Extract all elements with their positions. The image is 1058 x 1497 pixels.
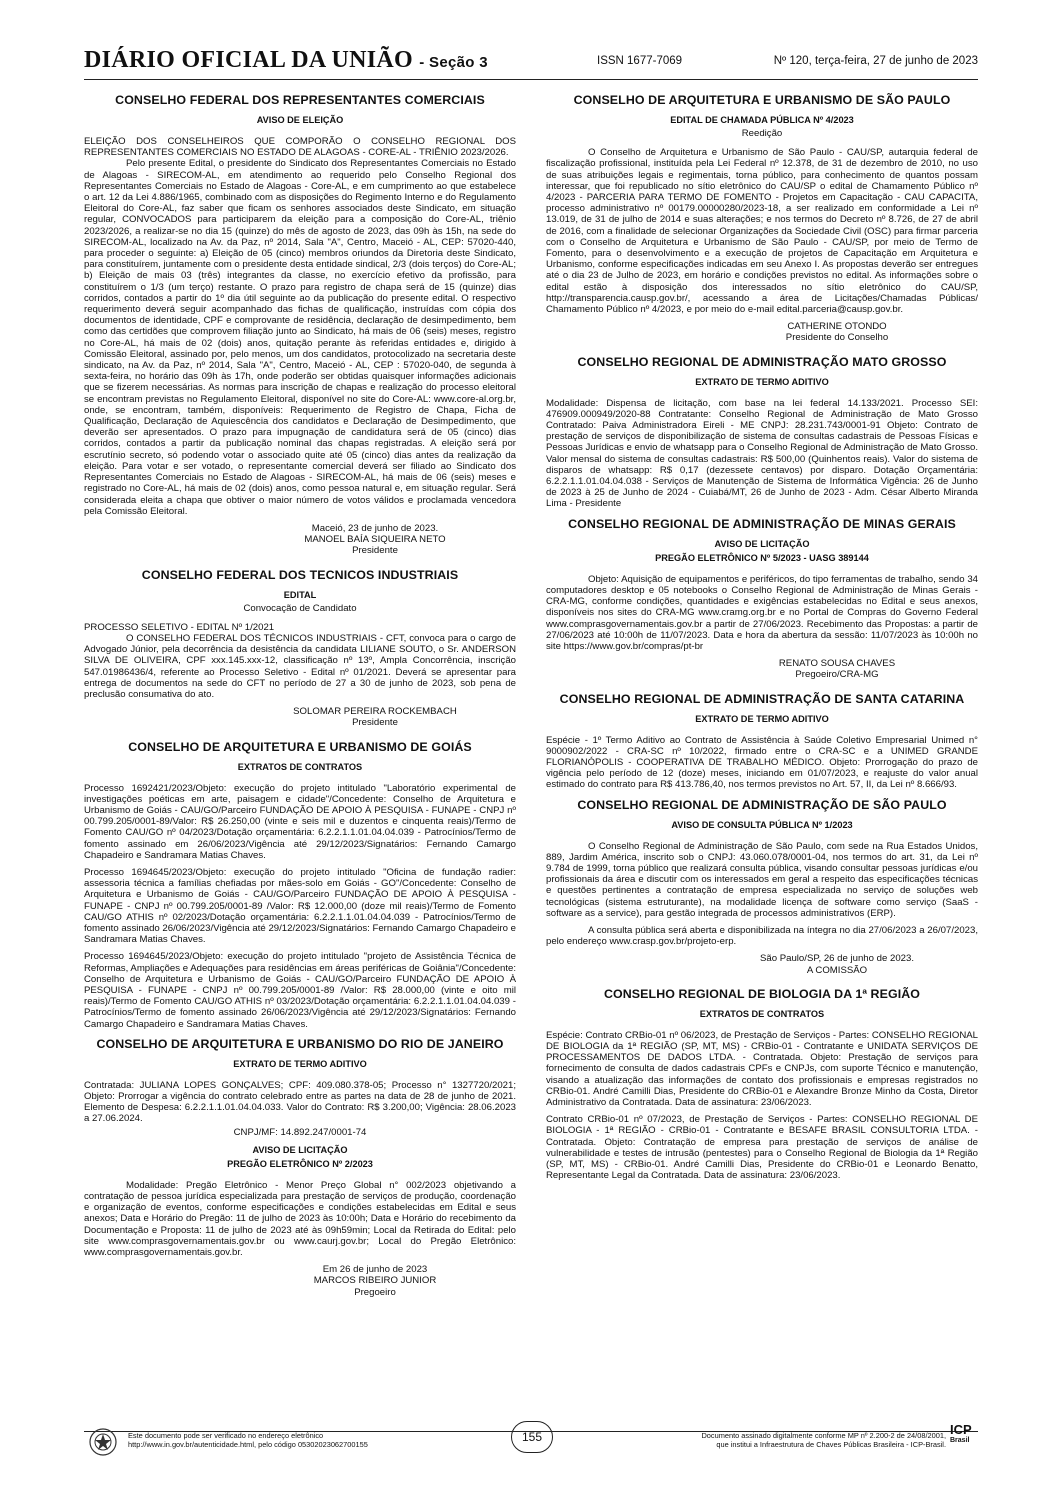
- signature-name: CATHERINE OTONDO: [787, 321, 887, 333]
- paragraph: Espécie - 1º Termo Aditivo ao Contrato de Assistência à Saúde Coletivo Empresarial Unimed n° 9000902/2022 - CRA-SC nº 10/2022, firmado entre o CRA-SC e a UNIMED GRANDE FLORIANÓPOLIS - COOPERATIVA DE TRABALHO MÉDICO. Objeto: Prorrogação do prazo de vigência pelo período de 12 (doze) meses, iniciando em 01/07/2023, e reajuste do valor anual estimado do contrato para R$ 413.786,40, nos termos previstos no Art. 57, II, da Lei nº 8.666/93.: [546, 734, 978, 791]
- right-column: [546, 92, 978, 1187]
- signature-name: MARCOS RIBEIRO JUNIOR: [313, 1275, 437, 1287]
- paragraph: Contrato CRBio-01 nº 07/2023, de Prestação de Serviços - Partes: CONSELHO REGIONAL DE BIOLOGIA - 1ª REGIÃO - CRBio-01 - Contratante e BESAFE BRASIL CONSULTORIA LTDA. - Contratada. Objeto: Contratação de empresa para prestação de serviços de análise de vulnerabilidade e testes de intrusão (pentestes) para o Conselho Regional de Biologia da 1ª Região (SP, MT, MS) - CRBio-01. André Camilli Dias, Presidente do CRBio-01 e Leonardo Benatto, Representante Legal da Contratada. Data de assinatura: 23/06/2023.: [546, 1114, 978, 1182]
- paragraph: Processo 1694645/2023/Objeto: execução do projeto intitulado "Oficina de fundação radier: assessoria técnica a famílias chefiadas por mães-solo em Goiás - GO"/Concedente: Conselho de Arquitetura e Urbanismo de Goiás - CAU/GO/Parceiro FUNDAÇÃO DE APOIO À PESQUISA - FUNAPE - CNPJ nº 00.799.205/0001-89 /Valor: R$ 12.000,00 (doze mil reais)/Termo de Fomento CAU/GO ATHIS nº 02/2023/Dotação orçamentária: 6.2.2.1.1.01.04.04.039 - Patrocínios/Termo de fomento assinado 26/06/2023/Vigência até 29/12/2023/Signatários: Fernando Camargo Chapadeiro e Sandramara Matias Chaves.: [84, 866, 516, 946]
- issn: ISSN 1677-7069: [597, 55, 683, 67]
- paragraph: A consulta pública será aberta e disponibilizada na íntegra no dia 27/06/2023 a 26/07/2023, pelo endereço www.crasp.gov.br/projeto-erp.: [546, 924, 978, 948]
- section-subtitle: AVISO DE ELEIÇÃO: [256, 115, 344, 125]
- signature-role: Presidente do Conselho: [785, 332, 889, 344]
- section-note: Convocação de Candidato: [243, 602, 357, 614]
- section-title: CONSELHO DE ARQUITETURA E URBANISMO DE SÃO PAULO: [573, 93, 951, 107]
- verification-link[interactable]: http://www.in.gov.br/autenticidade.html, pelo código 05302023062700155: [128, 1440, 368, 1449]
- signature-name: SOLOMAR PEREIRA ROCKEMBACH: [293, 706, 457, 718]
- masthead: [84, 47, 488, 74]
- paragraph: O Conselho Regional de Administração de São Paulo, com sede na Rua Estados Unidos, 889, Jardim América, inscrito sob o CNPJ: 43.060.078/0001-04, nos termos do art. 31, da Lei nº 9.784 de 1999, torna público que realizará consulta pública, visando consultar pessoas jurídicas e/ou profissionais da área e discutir com os interessados em geral a respeito das especificações técnicas e questões pertinentes a contratação de empresa especializada no serviço de soluções web tecnológicas (sistema estruturante), na modalidade licença de software como serviço (SaaS - software as a service), para gestão integrada de processos administrativos (ERP).: [546, 840, 978, 919]
- section-subtitle: EXTRATO DE TERMO ADITIVO: [695, 376, 829, 387]
- icp-logo-subtext: Brasil: [950, 1437, 970, 1444]
- signature: [234, 1264, 516, 1298]
- paragraph: Processo 1692421/2023/Objeto: execução do projeto intitulado "Laboratório experimental de investigações poéticas em arte, paisagem e cidade"/Concedente: Conselho de Arquitetura e Urbanismo de Goiás - CAU/GO/Parceiro FUNDAÇÃO DE APOIO À PESQUISA - FUNAPE - CNPJ nº 00.799.205/0001-89/Valor: R$ 26.250,00 (vinte e seis mil e duzentos e cinquenta reais)/Termo de Fomento CAU/GO nº 04/2023/Dotação orçamentária: 6.2.2.1.1.01.04.04.039 - Patrocínios/Termo de fomento assinado em 26/06/2023/Vigência até 29/12/2023/Signatários: Fernando Camargo Chapadeiro e Sandramara Matias Chaves.: [84, 782, 516, 861]
- section-subtitle: EXTRATO DE TERMO ADITIVO: [695, 713, 829, 724]
- paragraph: Modalidade: Pregão Eletrônico - Menor Preço Global n° 002/2023 objetivando a contratação de pessoa jurídica especializada para prestação de serviços de produção, coordenação e organização de eventos, conforme especificações e condições estabelecidas em Edital e seus anexos; Data e Horário do Pregão: 11 de julho de 2023 às 10:00h; Data e Horário do recebimento da Documentação e Proposta: 11 de julho de 2023 até às 09h59min; Local da Retirada do Edital: pelo site www.comprasgovernamentais.gov.br ou www.caurj.gov.br; Local do Pregão Eletrônico: www.comprasgovernamentais.gov.br.: [84, 1179, 516, 1259]
- header-rule: [84, 79, 978, 80]
- signature-name: A COMISSÃO: [806, 964, 868, 976]
- section-title: CONSELHO FEDERAL DOS REPRESENTANTES COMERCIAIS: [115, 93, 485, 107]
- paragraph: Pelo presente Edital, o presidente do Sindicato dos Representantes Comerciais no Estado de Alagoas - SIRECOM-AL, em atendimento ao requerido pelo Conselho Regional dos Representantes Comerciais no Estado de Alagoas - Core-AL, e em cumprimento ao que estabelece o art. 12 da Lei 4.886/1965, combinado com as disposições do Regimento Interno e do Regulamento Eleitoral do Core-AL, faz saber que ficam os senhores associados deste Sindicato, em situação regular, CONVOCADOS para participarem da eleição para a composição do Core-AL, triênio 2023/2026, a realizar-se no dia 15 (quinze) do mês de agosto de 2023, das 09h às 15h, na sede do SIRECOM-AL, localizado na Av. da Paz, nº 2014, Sala "A", Centro, Maceió - AL, CEP: 57020-440, para proceder o seguinte: a) Eleição de 05 (cinco) membros oriundos da Diretoria deste Sindicato, para constituírem, juntamente com o presidente desta entidade sindical, 2/3 (dois terços) do Core-AL; b) Eleição de mais 03 (três) integrantes da classe, no exercício efetivo da profissão, para constituírem o 1/3 (um terço) restante. O prazo para registro de chapa será de 15 (quinze) dias corridos, contados a partir do 1º dia útil seguinte ao da publicação do presente edital. O respectivo requerimento deverá seguir acompanhado das fichas de qualificação, instruídas com cópia dos documentos de identidade, CPF e comprovante de residência, declaração de desimpedimento, bem como das certidões que comprovem filiação junto ao Sindicato, há mais de 06 (seis) meses, registro no Core-AL, há mais de 02 (dois) anos, quitação perante às referidas entidades e, dirigido à Comissão Eleitoral, assinado por, pelo menos, um dos candidatos, protocolizado na secretaria deste sindicato, na Av. da Paz, nº 2014, Sala "A", Centro, Maceió - AL, CEP : 57020-040, de segunda à sexta-feira, no horário das 09h às 17h, onde poderão ser obtidas quaisquer informações adicionais que se fizerem necessárias. As normas para inscrição de chapas e realização do processo eleitoral se encontram previstas no Regulamento Eleitoral, disponível no site do Core-AL: www.core-al.org.br, onde, se encontram, também, disponíveis: Requerimento de Registro de Chapa, Ficha de Qualificação, Declaração de Aquiescência dos candidatos e Declaração de Desimpedimento, que deverão ser apresentados. O prazo para impugnação de candidatura será de 05 (cinco) dias corridos, contados a partir da publicação nominal das chapas registradas. A eleição será por escrutínio secreto, só podendo votar o associado quite até 05 (cinco) dias antes da realização da eleição. Para votar e ser votado, o representante comercial deverá ser filiado ao Sindicato dos Representantes Comerciais no Estado de Alagoas - SIRECOM-AL, há mais de 06 (seis) meses e registrado no Core-AL, há mais de 02 (dois) anos, como pessoa natural e, em situação regular. Será considerada eleita a chapa que obtiver o maior número de votos válidos e proclamada vencedora pela Comissão Eleitoral.: [84, 158, 516, 517]
- section-note: Reedição: [741, 128, 783, 139]
- section-title: CONSELHO REGIONAL DE ADMINISTRAÇÃO DE MINAS GERAIS: [568, 516, 956, 531]
- section-subtitle: EDITAL DE CHAMADA PÚBLICA Nº 4/2023: [670, 115, 854, 125]
- verification-note: [128, 1431, 368, 1449]
- signature: [696, 953, 978, 975]
- cnpj: CNPJ/MF: 14.892.247/0001-74: [233, 1126, 367, 1138]
- section-subtitle: EXTRATOS DE CONTRATOS: [237, 761, 363, 772]
- signature: [234, 706, 516, 728]
- signature-name: MANOEL BAÍA SIQUEIRA NETO: [304, 534, 446, 546]
- paragraph: Contratada: JULIANA LOPES GONÇALVES; CPF: 409.080.378-05; Processo n° 1327720/2021; Objeto: Prorrogar a vigência do contrato celebrado entre as partes na data de 28 de junho de 2021. Elemento de Despesa: 6.2.2.1.1.01.04.04.033. Valor do Contrato: R$ 3.200,00; Vigência: 28.06.2023 a 27.06.2024.: [84, 1079, 516, 1125]
- signature: [696, 321, 978, 343]
- signature-note-line-2: que institui a Infraestrutura de Chaves Públicas Brasileira - ICP-Brasil.: [716, 1440, 946, 1449]
- section-subtitle: EXTRATOS DE CONTRATOS: [699, 1008, 825, 1019]
- page-header: [84, 47, 978, 77]
- section-subtitle: AVISO DE LICITAÇÃO: [252, 1144, 348, 1155]
- icp-logo-text: ICP: [950, 1422, 972, 1437]
- coat-of-arms-icon: [88, 1427, 118, 1457]
- signature-date: Maceió, 23 de junho de 2023.: [311, 522, 439, 534]
- section-subtitle: PREGÃO ELETRÔNICO Nº 2/2023: [227, 1158, 373, 1169]
- section-subtitle: AVISO DE LICITAÇÃO: [714, 538, 810, 549]
- section-title: CONSELHO REGIONAL DE ADMINISTRAÇÃO DE SANTA CATARINA: [559, 691, 965, 706]
- signature-name: RENATO SOUSA CHAVES: [778, 658, 896, 670]
- paragraph: O Conselho de Arquitetura e Urbanismo de São Paulo - CAU/SP, autarquia federal de fiscalização profissional, instituída pela Lei Federal nº 12.378, de 31 de dezembro de 2010, no uso de suas atribuições legais e regimentais, torna público, para conhecimento de quantos possam interessar, que foi republicado no sítio eletrônico do CAU/SP o edital de Chamamento Público nº 4/2023 - PARCERIA PARA TERMO DE FOMENTO - Projetos em Capacitação - CAU CAPACITA, processo administrativo nº 00179.00000280/2023-18, a ser realizado em conformidade a Lei nº 13.019, de 31 de julho de 2014 e suas alterações; e nos termos do Decreto nº 8.726, de 27 de abril de 2016, com a finalidade de selecionar Organizações da Sociedade Civil (OSC) para firmar parceria com o Conselho de Arquitetura e Urbanismo de São Paulo - CAU/SP, por meio de Termo de Fomento, para o desenvolvimento e a execução de projetos de Capacitação em Arquitetura e Urbanismo, conforme especificações indicadas em seu Anexo I. As propostas deverão ser entregues até o dia 23 de Julho de 2023, em horário e condições previstos no edital. As informações sobre o edital estão à disposição dos interessados no sítio eletrônico do CAU/SP, http://transparencia.causp.gov.br/, acessando a área de Licitações/Chamadas Públicas/ Chamamento Público nº 4/2023, e por meio do e-mail edital.parceria@causp.gov.br.: [546, 147, 978, 316]
- signature-role: Pregoeiro: [354, 1286, 396, 1298]
- signature-date: Em 26 de junho de 2023: [322, 1264, 428, 1276]
- paragraph: PROCESSO SELETIVO - EDITAL Nº 1/2021: [84, 621, 275, 633]
- section-subtitle: AVISO DE CONSULTA PÚBLICA Nº 1/2023: [671, 819, 853, 830]
- verification-line-1: Este documento pode ser verificado no endereço eletrônico: [128, 1431, 324, 1440]
- section-title: CONSELHO REGIONAL DE ADMINISTRAÇÃO DE SÃO PAULO: [577, 797, 947, 812]
- paragraph: Objeto: Aquisição de equipamentos e periféricos, do tipo ferramentas de trabalho, sendo 34 computadores desktop e 05 notebooks o Conselho Regional de Administração de Minas Gerais - CRA-MG, conforme condições, quantidades e exigências estabelecidas no Edital e seus anexos, disponíveis nos sites do CRA-MG www.cramg.org.br e no Portal de Compras do Governo Federal www.comprasgovernamentais.gov.br a partir de 27/06/2023. Recebimento das Propostas: a partir de 27/06/2023 até 10:00h de 11/07/2023. Data e hora da abertura da sessão: 11/07/2023 às 10:00h no site https://www.gov.br/compras/pt-br: [546, 573, 978, 652]
- section-subtitle: EXTRATO DE TERMO ADITIVO: [233, 1058, 367, 1069]
- signature-note-line-1: Documento assinado digitalmente conforme MP nº 2.200-2 de 24/08/2001,: [701, 1431, 946, 1440]
- page-number: 155: [511, 1421, 553, 1453]
- paragraph: Processo 1694645/2023/Objeto: execução do projeto intitulado "projeto de Assistência Técnica de Reformas, Ampliações e Adequações para residências em áreas periféricas de Goiânia"/Concedente: Conselho de Arquitetura e Urbanismo de Goiás - CAU/GO/Parceiro FUNDAÇÃO DE APOIO À PESQUISA - FUNAPE - CNPJ nº 00.799.205/0001-89 /Valor: R$ 28.000,00 (vinte e oito mil reais)/Termo de Fomento CAU/GO ATHIS nº 03/2023/Dotação orçamentária: 6.2.2.1.1.01.04.04.039 - Patrocínios/Termo de fomento assinado 26/06/2023/Vigência até 29/12/2023/Signatários: Fernando Camargo Chapadeiro e Sandramara Matias Chaves.: [84, 951, 516, 1030]
- icp-brasil-logo: [950, 1423, 978, 1457]
- left-column: [84, 92, 516, 1308]
- section-title: CONSELHO DE ARQUITETURA E URBANISMO DE GOIÁS: [128, 739, 472, 754]
- signature: [696, 658, 978, 680]
- paragraph: ELEIÇÃO DOS CONSELHEIROS QUE COMPORÃO O CONSELHO REGIONAL DOS REPRESENTANTES COMERCIAIS NO ESTADO DE ALAGOAS - CORE-AL - TRIÊNIO 2023/2026.: [84, 136, 516, 159]
- edition-date: Nº 120, terça-feira, 27 de junho de 2023: [773, 55, 978, 67]
- signature-date: São Paulo/SP, 26 de junho de 2023.: [760, 953, 914, 965]
- section-title: CONSELHO REGIONAL DE BIOLOGIA DA 1ª REGIÃO: [603, 986, 921, 1001]
- signature-note: [701, 1431, 946, 1449]
- masthead-section: - Seção 3: [419, 54, 488, 71]
- section-title: CONSELHO REGIONAL DE ADMINISTRAÇÃO MATO GROSSO: [577, 354, 947, 369]
- paragraph: O CONSELHO FEDERAL DOS TÉCNICOS INDUSTRIAIS - CFT, convoca para o cargo de Advogado Júnior, pela decorrência da desistência da candidata LILIANE SOUTO, o Sr. ANDERSON SILVA DE OLIVEIRA, CPF xxx.145.xxx-12, classificação nº 13º, Ampla Concorrência, inscrição 547.01986436/4, referente ao Processo Seletivo - Edital nº 01/2021. Deverá se apresentar para entrega de documentos na sede do CFT no período de 27 a 30 de junho de 2023, sob pena de preclusão consumativa do ato.: [84, 632, 516, 700]
- paragraph: Modalidade: Dispensa de licitação, com base na lei federal 14.133/2021. Processo SEI: 476909.000949/2020-88 Contratante: Conselho Regional de Administração de Mato Grosso Contratado: Paiva Administradora Eireli - ME CNPJ: 28.231.743/0001-91 Objeto: Contrato de prestação de serviços de disponibilização de sistema de consultas cadastrais de Pessoas Físicas e Pessoas Jurídicas e envio de whatsapp para o Conselho Regional de Administração de Mato Grosso. Valor mensal do sistema de consultas cadastrais: R$ 500,00 (Quinhentos reais). Valor do sistema de disparos de whatsapp: R$ 0,17 (dezessete centavos) por disparo. Dotação Orçamentária: 6.2.2.1.1.01.04.04.038 - Serviços de Manutenção de Sistema de Informática Vigência: 26 de Junho de 2023 à 25 de Junho de 2024 - Cuiabá/MT, 26 de Junho de 2023 - Adm. César Alberto Miranda Lima - Presidente: [546, 397, 978, 510]
- signature-role: Presidente: [352, 545, 398, 557]
- section-title: CONSELHO DE ARQUITETURA E URBANISMO DO RIO DE JANEIRO: [96, 1036, 504, 1051]
- signature-role: Presidente: [352, 717, 398, 729]
- section-subtitle: EDITAL: [283, 589, 317, 600]
- section-subtitle: PREGÃO ELETRÔNICO Nº 5/2023 - UASG 389144: [655, 552, 869, 563]
- paragraph: Espécie: Contrato CRBio-01 nº 06/2023, de Prestação de Serviços - Partes: CONSELHO REGIONAL DE BIOLOGIA da 1ª REGIÃO (SP, MT, MS) - CRBio-01 - Contratante e UNIDATA SERVIÇOS DE PROCESSAMENTOS DE DADOS LTDA. - Contratada. Objeto: Prestação de serviços para fornecimento de consulta de dados cadastrais CPFs e CNPJs, com suporte Técnico e manutenção, visando a atualização das informações de contato dos profissionais e empresas registrados no CRBio-01. André Camilli Dias, Presidente do CRBio-01 e Alexandre Bronze Minho da Costa, Diretor Administrativo da Contratada. Data de assinatura: 23/06/2023.: [546, 1029, 978, 1108]
- signature-role: Pregoeiro/CRA-MG: [795, 669, 879, 681]
- page-footer: [84, 1421, 978, 1461]
- signature: [234, 523, 516, 557]
- masthead-title: DIÁRIO OFICIAL DA UNIÃO: [84, 47, 413, 73]
- section-title: CONSELHO FEDERAL DOS TECNICOS INDUSTRIAIS: [141, 567, 459, 582]
